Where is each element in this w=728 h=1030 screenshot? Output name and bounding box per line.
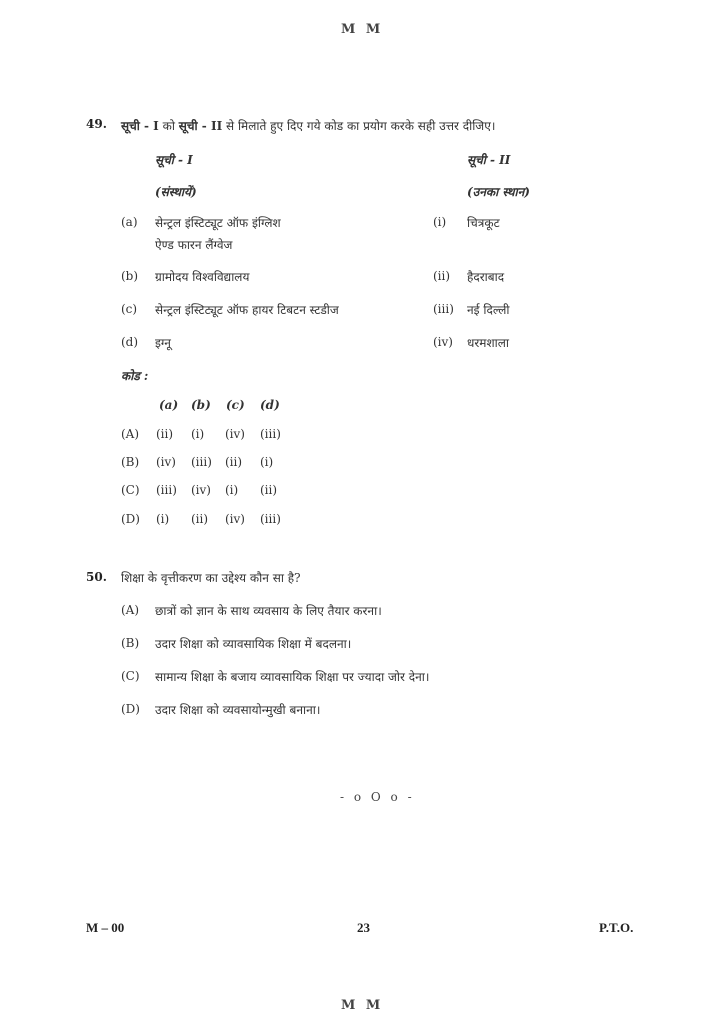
row-place: नई दिल्ली (467, 303, 510, 317)
question-number: 50. (86, 570, 107, 584)
end-separator: - o O o - (340, 790, 415, 804)
code-value: (iii) (260, 512, 281, 526)
row-num: (i) (433, 215, 447, 229)
row-place: चित्रकूट (467, 216, 500, 230)
row-institution-cont: ऐण्ड फारन लैंग्वेज (155, 238, 233, 252)
code-header: (c) (226, 398, 245, 412)
row-institution: इग्नू (155, 336, 171, 350)
row-num: (ii) (433, 269, 451, 283)
question-number: 49. (86, 117, 107, 131)
list1-subtitle: (संस्थायें) (155, 185, 197, 199)
row-num: (iii) (433, 302, 454, 316)
code-value: (iii) (156, 483, 177, 497)
answer-option: (D) (121, 702, 140, 716)
list2-subtitle: (उनका स्थान) (467, 185, 530, 199)
row-institution: ग्रामोदय विश्वविद्यालय (155, 270, 250, 284)
list1-title: सूची - I (155, 153, 193, 167)
code-option: (C) (121, 483, 140, 497)
code-value: (ii) (156, 427, 174, 441)
answer-text: सामान्य शिक्षा के बजाय व्यावसायिक शिक्षा पर ज्यादा जोर देना। (155, 670, 430, 684)
top-mark: M M (341, 22, 384, 37)
code-value: (ii) (225, 455, 243, 469)
code-value: (iii) (191, 455, 212, 469)
code-header: (d) (260, 398, 280, 412)
row-place: धरमशाला (467, 336, 509, 350)
bottom-mark: M M (341, 998, 384, 1013)
row-place: हैदराबाद (467, 270, 505, 284)
code-header: (a) (159, 398, 179, 412)
code-value: (i) (156, 512, 170, 526)
code-option: (B) (121, 455, 140, 469)
code-value: (iv) (225, 427, 245, 441)
code-value: (i) (191, 427, 205, 441)
list2-title: सूची - II (467, 153, 511, 167)
code-label: कोड : (121, 369, 149, 383)
row-institution: सेन्ट्रल इंस्टिट्यूट ऑफ इंग्लिश (155, 216, 281, 230)
answer-option: (A) (121, 603, 140, 617)
code-value: (iii) (260, 427, 281, 441)
row-key: (d) (121, 335, 139, 349)
code-value: (iv) (191, 483, 211, 497)
row-key: (a) (121, 215, 138, 229)
row-institution: सेन्ट्रल इंस्टिट्यूट ऑफ हायर टिबटन स्टडीज (155, 303, 339, 317)
code-option: (D) (121, 512, 140, 526)
code-option: (A) (121, 427, 140, 441)
code-value: (i) (260, 455, 274, 469)
code-value: (ii) (191, 512, 209, 526)
answer-text: उदार शिक्षा को व्यवसायोन्मुखी बनाना। (155, 703, 321, 717)
footer-code: M – 00 (86, 920, 125, 935)
answer-text: छात्रों को ज्ञान के साथ व्यवसाय के लिए तैयार करना। (155, 604, 382, 618)
code-value: (iv) (156, 455, 176, 469)
row-num: (iv) (433, 335, 453, 349)
page-number: 23 (357, 920, 370, 935)
code-value: (ii) (260, 483, 278, 497)
row-key: (b) (121, 269, 139, 283)
question-stem: शिक्षा के वृत्तीकरण का उद्देश्य कौन सा है? (121, 571, 301, 585)
code-value: (iv) (225, 512, 245, 526)
footer-pto: P.T.O. (599, 920, 634, 935)
row-key: (c) (121, 302, 138, 316)
answer-option: (B) (121, 636, 140, 650)
question-stem: सूची - I को सूची - II से मिलाते हुए दिए गये कोड का प्रयोग करके सही उत्तर दीजिए। (121, 119, 496, 133)
code-header: (b) (191, 398, 211, 412)
code-value: (i) (225, 483, 239, 497)
answer-text: उदार शिक्षा को व्यावसायिक शिक्षा में बदलना। (155, 637, 352, 651)
answer-option: (C) (121, 669, 140, 683)
